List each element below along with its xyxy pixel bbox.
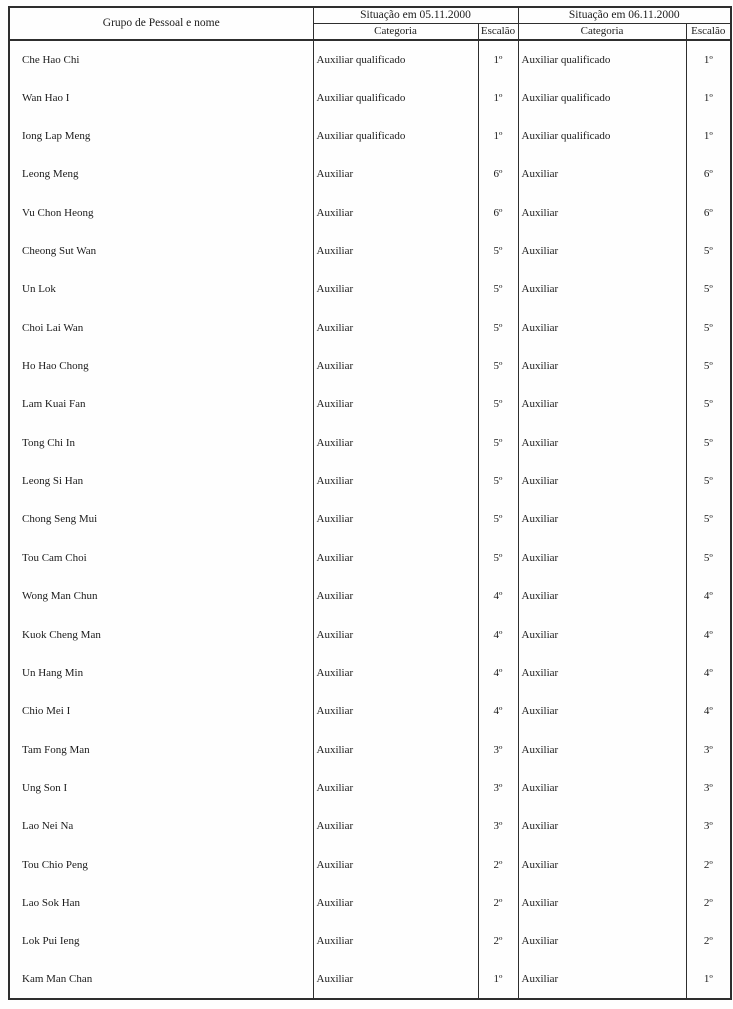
table-row — [9, 577, 731, 615]
table-row — [9, 539, 731, 577]
cell-categoria-new: Auxiliar — [518, 654, 686, 692]
cell-escalao-new: 5º — [686, 424, 731, 462]
cell-categoria-new: Auxiliar — [518, 193, 686, 231]
cell-categoria-new: Auxiliar qualificado — [518, 40, 686, 78]
cell-escalao-old: 1º — [478, 117, 518, 155]
cell-name: Wan Hao I — [9, 78, 313, 116]
cell-name: Iong Lap Meng — [9, 117, 313, 155]
cell-categoria-new: Auxiliar — [518, 232, 686, 270]
cell-name: Kuok Cheng Man — [9, 615, 313, 653]
cell-escalao-new: 4º — [686, 615, 731, 653]
cell-categoria-old: Auxiliar — [313, 539, 478, 577]
cell-escalao-old: 5º — [478, 309, 518, 347]
cell-name: Tou Chio Peng — [9, 846, 313, 884]
cell-escalao-old: 5º — [478, 539, 518, 577]
table-row — [9, 922, 731, 960]
cell-categoria-new: Auxiliar — [518, 769, 686, 807]
cell-categoria-old: Auxiliar qualificado — [313, 117, 478, 155]
cell-categoria-new: Auxiliar — [518, 961, 686, 999]
cell-categoria-old: Auxiliar — [313, 769, 478, 807]
cell-categoria-new: Auxiliar — [518, 500, 686, 538]
cell-name: Ung Son I — [9, 769, 313, 807]
table-row — [9, 500, 731, 538]
cell-escalao-old: 4º — [478, 692, 518, 730]
cell-escalao-new: 5º — [686, 232, 731, 270]
cell-categoria-new: Auxiliar — [518, 385, 686, 423]
cell-categoria-old: Auxiliar — [313, 347, 478, 385]
cell-escalao-old: 5º — [478, 462, 518, 500]
cell-escalao-old: 2º — [478, 922, 518, 960]
cell-categoria-old: Auxiliar — [313, 155, 478, 193]
cell-escalao-old: 3º — [478, 807, 518, 845]
cell-escalao-old: 2º — [478, 846, 518, 884]
table-row — [9, 884, 731, 922]
cell-escalao-old: 1º — [478, 78, 518, 116]
cell-escalao-old: 5º — [478, 500, 518, 538]
cell-name: Lao Sok Han — [9, 884, 313, 922]
table-body — [9, 40, 731, 999]
cell-escalao-new: 6º — [686, 193, 731, 231]
cell-name: Lam Kuai Fan — [9, 385, 313, 423]
cell-categoria-old: Auxiliar qualificado — [313, 40, 478, 78]
cell-escalao-old: 4º — [478, 654, 518, 692]
cell-categoria-old: Auxiliar — [313, 922, 478, 960]
table-row — [9, 155, 731, 193]
cell-escalao-new: 3º — [686, 807, 731, 845]
cell-categoria-old: Auxiliar — [313, 807, 478, 845]
cell-categoria-new: Auxiliar — [518, 155, 686, 193]
cell-categoria-new: Auxiliar qualificado — [518, 117, 686, 155]
cell-escalao-old: 5º — [478, 347, 518, 385]
cell-categoria-new: Auxiliar — [518, 462, 686, 500]
cell-name: Choi Lai Wan — [9, 309, 313, 347]
table-row — [9, 232, 731, 270]
cell-categoria-new: Auxiliar — [518, 846, 686, 884]
table-header — [9, 7, 731, 40]
header-row-groups — [9, 7, 731, 24]
cell-name: Leong Meng — [9, 155, 313, 193]
cell-escalao-new: 5º — [686, 270, 731, 308]
cell-categoria-new: Auxiliar — [518, 309, 686, 347]
cell-categoria-old: Auxiliar — [313, 309, 478, 347]
cell-escalao-new: 2º — [686, 884, 731, 922]
cell-escalao-old: 1º — [478, 40, 518, 78]
cell-categoria-old: Auxiliar — [313, 730, 478, 768]
cell-categoria-new: Auxiliar — [518, 692, 686, 730]
cell-escalao-new: 2º — [686, 846, 731, 884]
table-row — [9, 615, 731, 653]
cell-categoria-new: Auxiliar — [518, 577, 686, 615]
cell-escalao-new: 1º — [686, 40, 731, 78]
header-group-name: Grupo de Pessoal e nome — [9, 7, 313, 40]
cell-escalao-old: 4º — [478, 577, 518, 615]
cell-escalao-old: 2º — [478, 884, 518, 922]
table-row — [9, 385, 731, 423]
table-row — [9, 424, 731, 462]
cell-name: Lok Pui Ieng — [9, 922, 313, 960]
header-categoria-old: Categoria — [313, 24, 478, 41]
cell-categoria-new: Auxiliar — [518, 807, 686, 845]
table-row — [9, 961, 731, 999]
cell-categoria-old: Auxiliar — [313, 654, 478, 692]
table-row — [9, 807, 731, 845]
cell-escalao-old: 6º — [478, 193, 518, 231]
cell-name: Tou Cam Choi — [9, 539, 313, 577]
table-row — [9, 193, 731, 231]
table-row — [9, 769, 731, 807]
header-escalao-old: Escalão — [478, 24, 518, 41]
cell-categoria-new: Auxiliar — [518, 347, 686, 385]
cell-name: Lao Nei Na — [9, 807, 313, 845]
table-row — [9, 309, 731, 347]
cell-escalao-new: 5º — [686, 539, 731, 577]
cell-escalao-new: 2º — [686, 922, 731, 960]
cell-escalao-new: 5º — [686, 347, 731, 385]
cell-categoria-old: Auxiliar — [313, 500, 478, 538]
cell-name: Che Hao Chi — [9, 40, 313, 78]
cell-escalao-new: 5º — [686, 385, 731, 423]
table-row — [9, 462, 731, 500]
cell-categoria-old: Auxiliar — [313, 232, 478, 270]
table-row — [9, 117, 731, 155]
cell-escalao-new: 3º — [686, 769, 731, 807]
cell-name: Ho Hao Chong — [9, 347, 313, 385]
cell-escalao-new: 1º — [686, 78, 731, 116]
table-row — [9, 40, 731, 78]
cell-escalao-old: 1º — [478, 961, 518, 999]
cell-categoria-old: Auxiliar — [313, 961, 478, 999]
cell-categoria-new: Auxiliar — [518, 615, 686, 653]
table-row — [9, 692, 731, 730]
table-row — [9, 270, 731, 308]
cell-categoria-new: Auxiliar — [518, 270, 686, 308]
cell-categoria-old: Auxiliar qualificado — [313, 78, 478, 116]
cell-name: Wong Man Chun — [9, 577, 313, 615]
cell-escalao-new: 3º — [686, 730, 731, 768]
cell-escalao-old: 4º — [478, 615, 518, 653]
header-situation-new: Situação em 06.11.2000 — [518, 7, 731, 24]
cell-escalao-new: 5º — [686, 462, 731, 500]
cell-categoria-old: Auxiliar — [313, 385, 478, 423]
cell-name: Un Hang Min — [9, 654, 313, 692]
cell-escalao-new: 6º — [686, 155, 731, 193]
cell-categoria-new: Auxiliar — [518, 730, 686, 768]
cell-categoria-new: Auxiliar — [518, 884, 686, 922]
table-row — [9, 347, 731, 385]
cell-categoria-old: Auxiliar — [313, 193, 478, 231]
cell-name: Tong Chi In — [9, 424, 313, 462]
cell-name: Tam Fong Man — [9, 730, 313, 768]
cell-categoria-old: Auxiliar — [313, 615, 478, 653]
cell-escalao-old: 5º — [478, 270, 518, 308]
cell-escalao-old: 3º — [478, 769, 518, 807]
cell-categoria-new: Auxiliar — [518, 424, 686, 462]
cell-escalao-new: 1º — [686, 117, 731, 155]
cell-categoria-new: Auxiliar qualificado — [518, 78, 686, 116]
cell-escalao-new: 1º — [686, 961, 731, 999]
table-row — [9, 654, 731, 692]
cell-categoria-old: Auxiliar — [313, 577, 478, 615]
cell-escalao-new: 4º — [686, 654, 731, 692]
cell-escalao-new: 4º — [686, 692, 731, 730]
cell-name: Kam Man Chan — [9, 961, 313, 999]
cell-escalao-new: 5º — [686, 500, 731, 538]
cell-escalao-new: 5º — [686, 309, 731, 347]
cell-escalao-old: 5º — [478, 424, 518, 462]
cell-escalao-old: 6º — [478, 155, 518, 193]
cell-categoria-new: Auxiliar — [518, 922, 686, 960]
cell-categoria-old: Auxiliar — [313, 424, 478, 462]
cell-name: Vu Chon Heong — [9, 193, 313, 231]
table-row — [9, 78, 731, 116]
cell-categoria-old: Auxiliar — [313, 692, 478, 730]
table-row — [9, 730, 731, 768]
personnel-table — [8, 6, 732, 1000]
header-situation-old: Situação em 05.11.2000 — [313, 7, 518, 24]
cell-name: Un Lok — [9, 270, 313, 308]
table-row — [9, 846, 731, 884]
cell-name: Chong Seng Mui — [9, 500, 313, 538]
cell-categoria-old: Auxiliar — [313, 846, 478, 884]
header-categoria-new: Categoria — [518, 24, 686, 41]
cell-name: Cheong Sut Wan — [9, 232, 313, 270]
cell-categoria-old: Auxiliar — [313, 462, 478, 500]
cell-categoria-new: Auxiliar — [518, 539, 686, 577]
cell-categoria-old: Auxiliar — [313, 270, 478, 308]
cell-name: Leong Si Han — [9, 462, 313, 500]
cell-categoria-old: Auxiliar — [313, 884, 478, 922]
cell-escalao-old: 3º — [478, 730, 518, 768]
cell-name: Chio Mei I — [9, 692, 313, 730]
cell-escalao-old: 5º — [478, 232, 518, 270]
cell-escalao-new: 4º — [686, 577, 731, 615]
cell-escalao-old: 5º — [478, 385, 518, 423]
header-escalao-new: Escalão — [686, 24, 731, 41]
